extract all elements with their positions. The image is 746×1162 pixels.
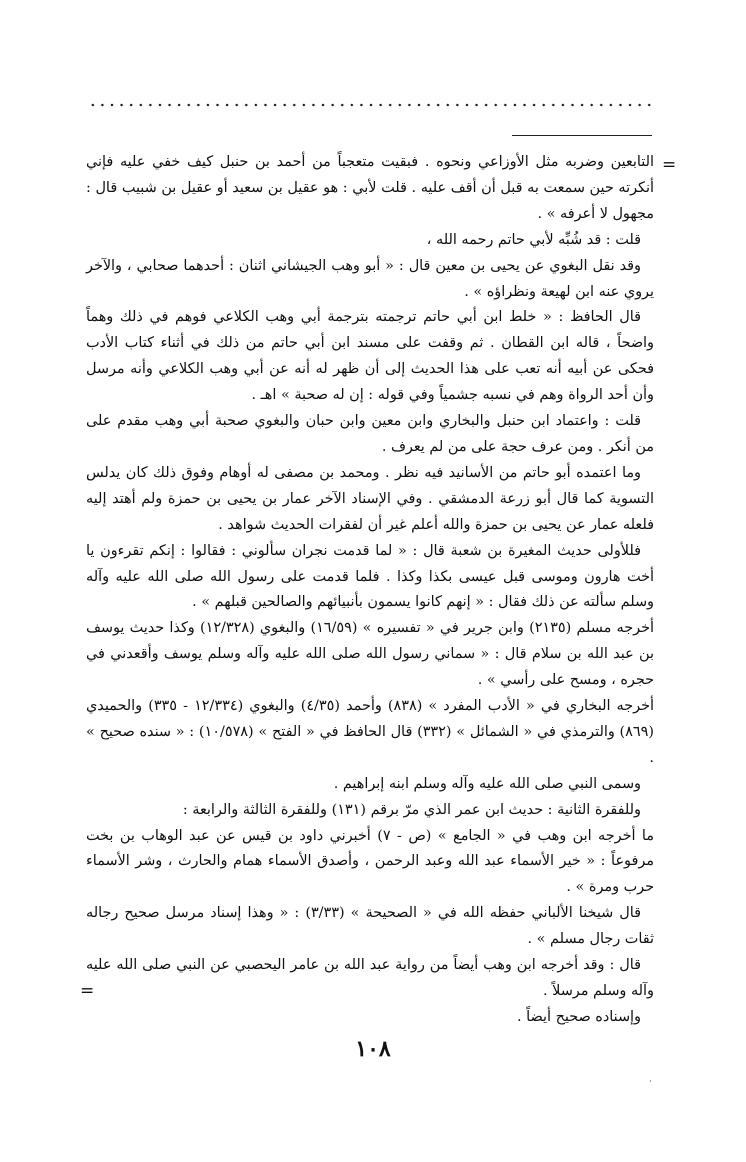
paragraph-1: التابعين وضربه مثل الأوزاعي ونحوه . فبقيت متعجباً من أحمد بن حنبل كيف خفي عليه فإني أنكرته حين سمعت به قبل أن أقف عليه . قلت لأبي : هو عقيل بن سعيد أو عقيل بن شبيب قال : مجهول لا أعرفه » . — [86, 154, 654, 222]
paragraph-3: وقد نقل البغوي عن يحيى بن معين قال : « أبو وهب الجيشاني اثنان : أحدهما صحابي ، والآخر يروي عنه ابن لهيعة ونظراؤه » . — [86, 257, 654, 300]
header-rule — [512, 135, 652, 136]
paragraph-11: وللفقرة الثانية : حديث ابن عمر الذي مرّ برقم (١٣١) وللفقرة الثالثة والرابعة : — [182, 801, 641, 818]
paragraph-13: قال شيخنا الألباني حفظه الله في « الصحيحة » (٣/٣٣) : « وهذا إسناد مرسل صحيح رجاله ثقات رجال مسلم » . — [86, 905, 654, 948]
paragraph-14: قال : وقد أخرجه ابن وهب أيضاً من رواية عبد الله بن عامر اليحصبي عن النبي صلى الله عليه وآله وسلم مرسلاً . — [86, 957, 654, 999]
paragraph-4: قال الحافظ : « خلط ابن أبي حاتم ترجمته بترجمة أبي وهب الكلاعي فوهم في ذلك وهماً واضحاً ، قاله ابن القطان . ثم وقفت على مسند ابن أبي حاتم من ذلك في أثناء كتاب الأدب فحكى عن أبيه أنه تعب على هذا الحديث إلى أن ظهر له أنه عن أبي وهب الكلاعي وأنه مرسل وأن أحد الرواة وهم في نسبه جشمياً وفي قوله : إن له صحبة » اهـ . — [86, 309, 654, 404]
dotted-separator — [88, 102, 654, 108]
paragraph-7: فللأولى حديث المغيرة بن شعبة قال : « لما قدمت نجران سألوني : فقالوا : إنكم تقرءون يا أخت هارون وموسى قبل عيسى بكذا وكذا . فلما قدمت على رسول الله صلى الله عليه وآله وسلم سألته عن ذلك فقال : « إنهم كانوا يسمون بأنبيائهم والصالحين قبلهم » . — [86, 542, 654, 611]
continuation-mark-top: = — [662, 155, 677, 175]
paragraph-8: أخرجه مسلم (٢١٣٥) وابن جرير في « تفسيره » (١٦/٥٩) والبغوي (١٢/٣٢٨) وكذا حديث يوسف بن عبد الله بن سلام قال : « سماني رسول الله صلى الله عليه وآله وسلم يوسف وأقعدني في حجره ، ومسح على رأسي » . — [86, 620, 654, 689]
paragraph-15: وإسناده صحيح أيضاً . — [517, 1008, 641, 1025]
paragraph-10: وسمى النبي صلى الله عليه وآله وسلم ابنه إبراهيم . — [333, 775, 641, 792]
body-text — [86, 150, 654, 1031]
paragraph-5: قلت : واعتماد ابن حنبل والبخاري وابن معين وابن حبان والبغوي صحبة أبي وهب مقدم على من أنكر . ومن عرف حجة على من لم يعرف . — [86, 413, 654, 455]
page-number: ١٠٨ — [355, 1036, 391, 1062]
scan-speck — [650, 1080, 651, 1082]
paragraph-9: أخرجه البخاري في « الأدب المفرد » (٨٣٨) وأحمد (٤/٣٥) والبغوي (١٢/٣٣٤ - ٣٣٥) والحميدي (٨٦٩) والترمذي في « الشمائل » (٣٣٢) قال الحافظ في « الفتح » (١٠/٥٧٨) : « سنده صحيح » . — [86, 698, 654, 766]
paragraph-12: ما أخرجه ابن وهب في « الجامع » (ص - ٧) أخبرني داود بن قيس عن عبد الوهاب بن بخت مرفوعاً : « خير الأسماء عبد الله وعبد الرحمن ، وأصدق الأسماء همام والحارث ، وشر الأسماء حرب ومرة » . — [86, 827, 655, 896]
paragraph-2: قلت : قد شُبِّه لأبي حاتم رحمه الله ، — [426, 231, 641, 248]
continuation-mark-bottom: = — [80, 981, 95, 1001]
paragraph-6: وما اعتمده أبو حاتم من الأسانيد فيه نظر . ومحمد بن مصفى له أوهام وفوق ذلك كان يدلس التسوية كما قال أبو زرعة الدمشقي . وفي الإسناد الآخر عمار بن يحيى بن حمزة ولم أهتد إليه فلعله عمار عن يحيى بن حمزة والله أعلم غير أن لفقرات الحديث شواهد . — [86, 464, 654, 533]
